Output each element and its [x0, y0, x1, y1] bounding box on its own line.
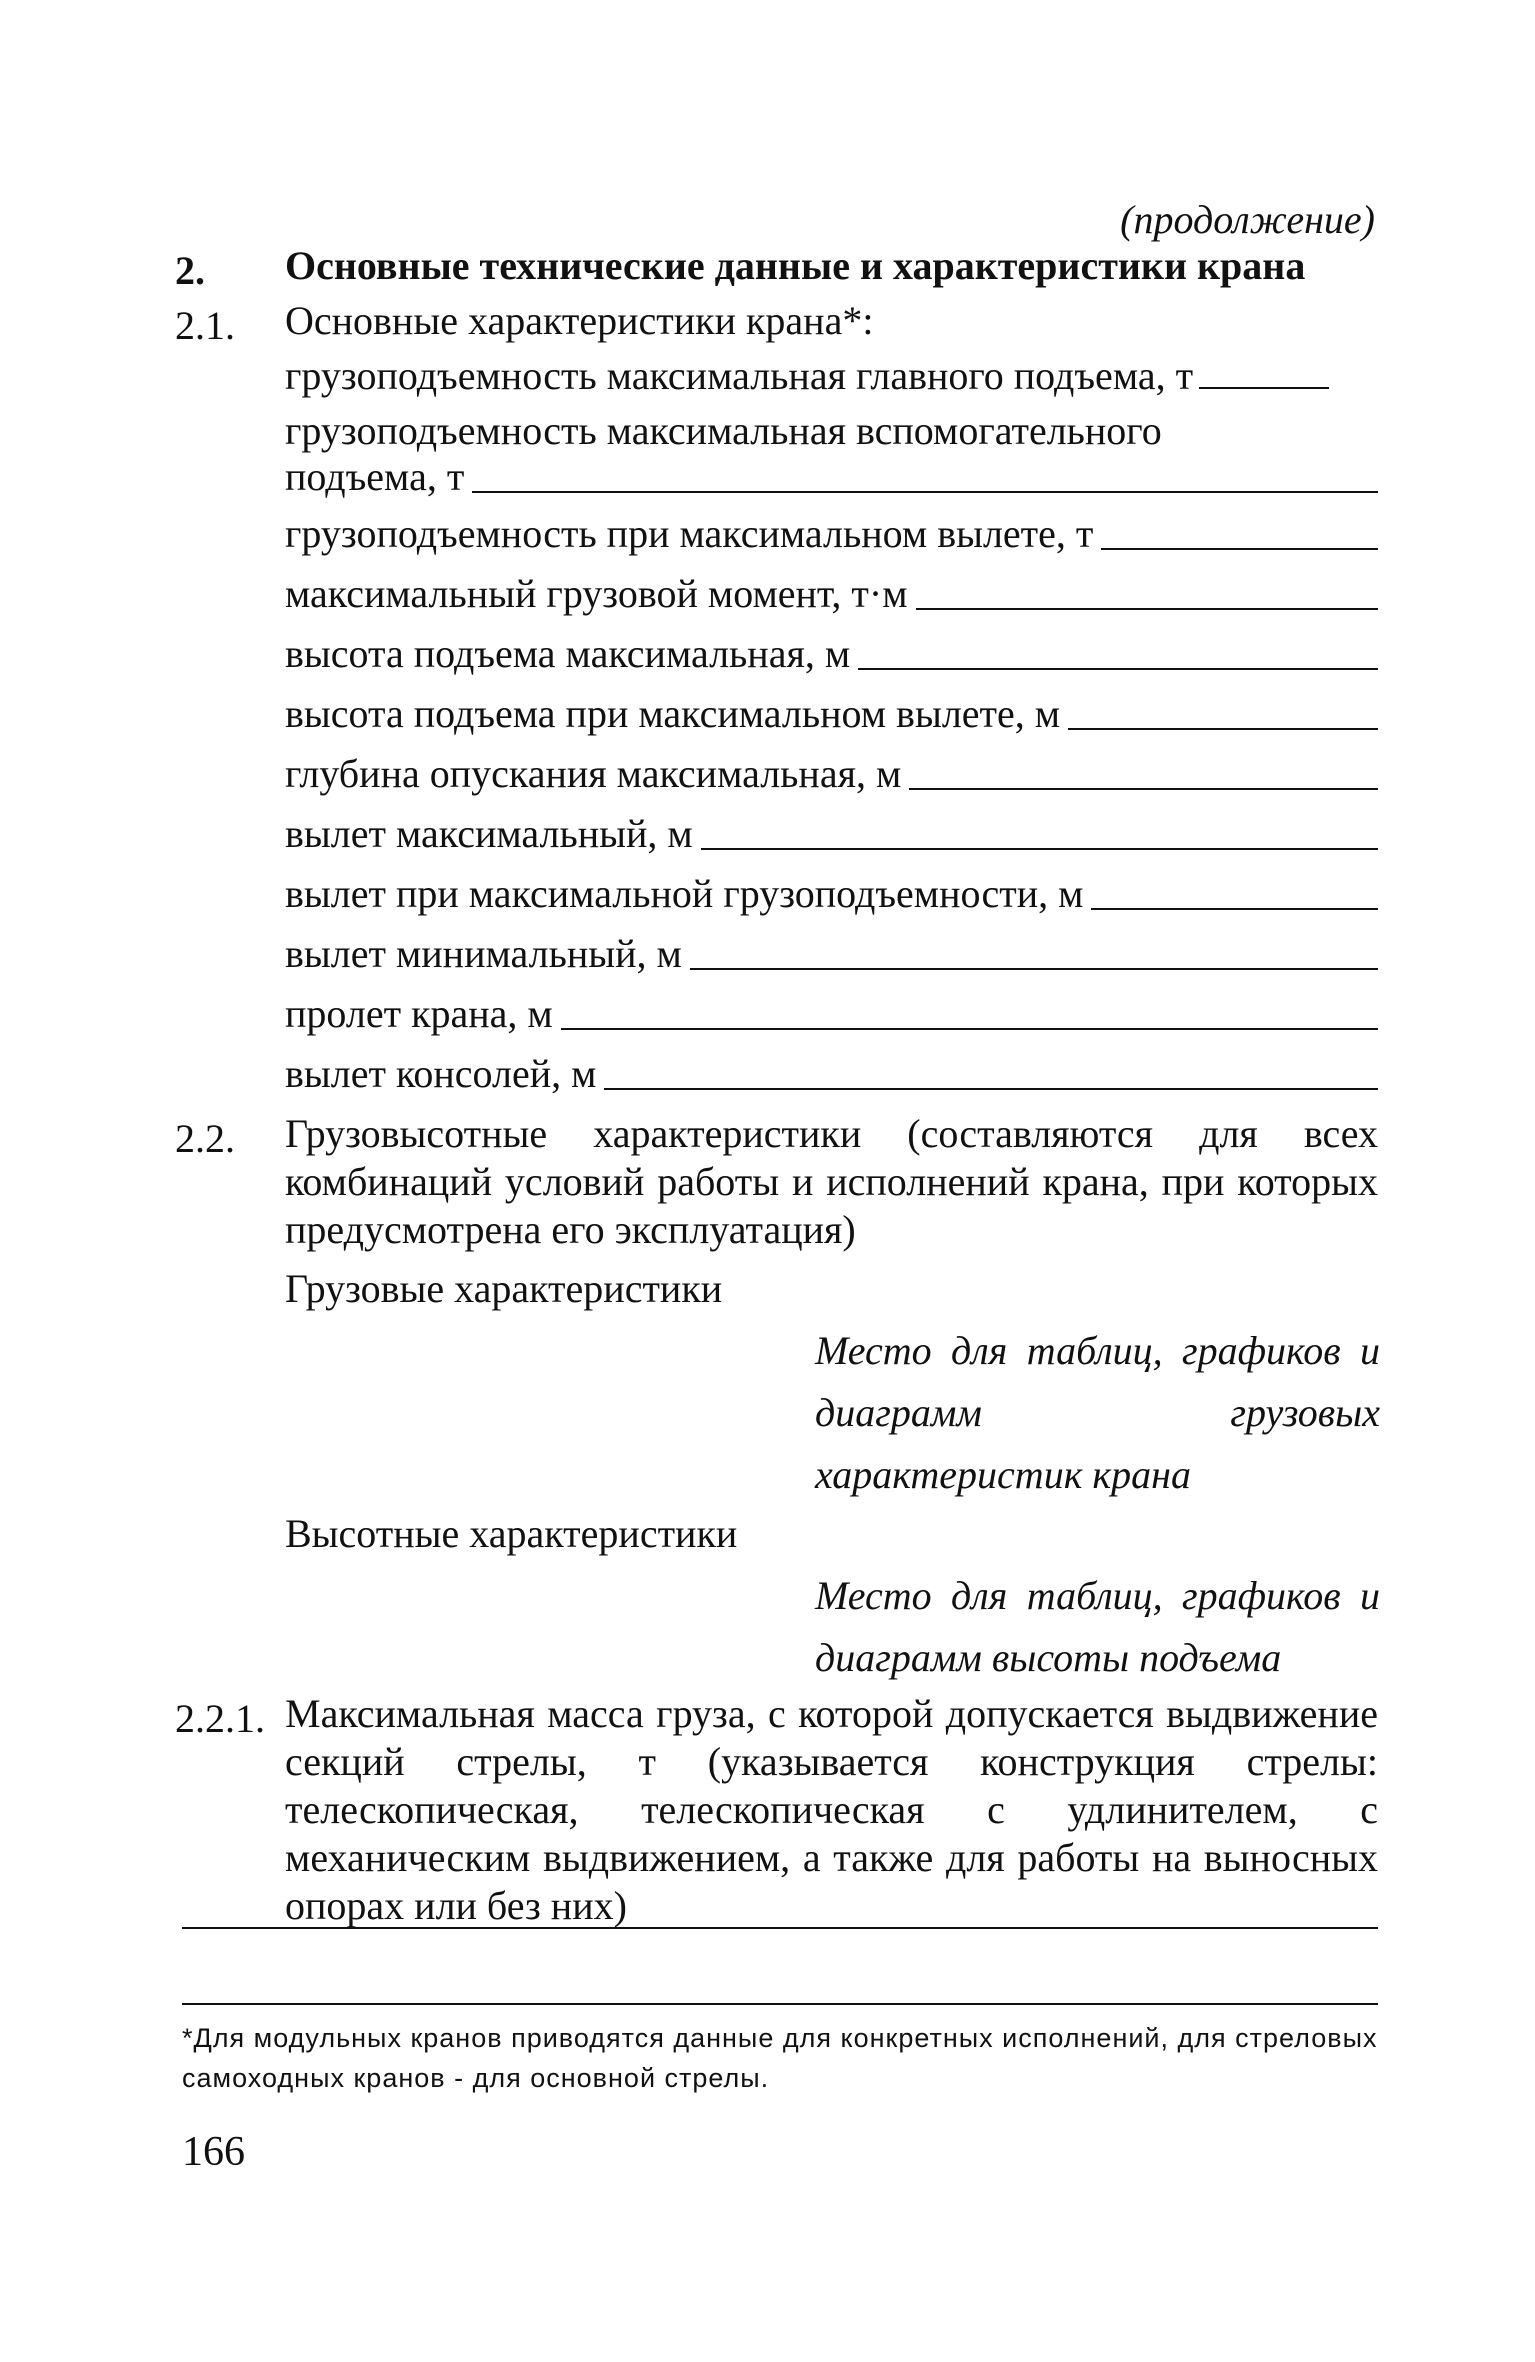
field-max-lowering-depth[interactable]: глубина опускания максимальная, м [285, 750, 1378, 798]
field-console-reach[interactable]: вылет консолей, м [285, 1050, 1378, 1098]
section-2-2-number: 2.2. [175, 1116, 235, 1161]
section-2-1-title: Основные характеристики крана*: [285, 298, 874, 343]
blank-line[interactable] [472, 491, 1378, 493]
answer-line[interactable] [182, 1927, 1378, 1929]
height-characteristics-heading: Высотные характеристики [285, 1511, 738, 1556]
field-max-load-moment[interactable]: максимальный грузовой момент, т·м [285, 570, 1378, 618]
field-lift-height-max-reach[interactable]: высота подъема при максимальном вылете, м [285, 690, 1378, 738]
field-max-reach[interactable]: вылет максимальный, м [285, 810, 1378, 858]
blank-line[interactable] [690, 968, 1378, 970]
blank-line[interactable] [701, 848, 1378, 850]
cargo-characteristics-heading: Грузовые характеристики [285, 1266, 723, 1311]
blank-line[interactable] [1068, 728, 1378, 730]
field-aux-lift-capacity[interactable]: подъема, т [285, 453, 1378, 501]
aux-lift-capacity-line: грузоподъемность максимальная вспомогательного [285, 408, 1162, 453]
blank-line[interactable] [858, 668, 1378, 670]
blank-line[interactable] [1091, 908, 1378, 910]
section-2-2-1-number: 2.2.1. [175, 1696, 265, 1741]
footnote: *Для модульных кранов приводятся данные для конкретных исполнений, для стреловых самоходных кранов - для основной стрелы. [182, 2023, 1378, 2093]
blank-line[interactable] [604, 1088, 1378, 1090]
field-crane-span[interactable]: пролет крана, м [285, 990, 1378, 1038]
field-min-reach[interactable]: вылет минимальный, м [285, 930, 1378, 978]
main-lift-capacity-label: грузоподъемность максимальная главного подъема, т [285, 353, 1194, 398]
section-2-2-text: Грузовысотные характеристики (составляются для всех комбинаций условий работы и исполнений крана, при которых предусмотрена его эксплуатация) [285, 1111, 1378, 1252]
height-characteristics-placeholder: Место для таблиц, графиков и диаграмм высоты подъема [815, 1573, 1380, 1680]
cargo-characteristics-placeholder: Место для таблиц, графиков и диаграмм грузовых характеристик крана [815, 1328, 1380, 1497]
continuation-label: (продолжение) [1120, 197, 1375, 242]
section-2-title: Основные технические данные и характеристики крана [285, 243, 1306, 288]
section-2-number: 2. [175, 248, 205, 293]
section-2-1-number: 2.1. [175, 303, 235, 348]
footnote-divider [182, 2003, 1378, 2005]
field-capacity-max-reach[interactable]: грузоподъемность при максимальном вылете, т [285, 510, 1378, 558]
field-reach-max-capacity[interactable]: вылет при максимальной грузоподъемности, м [285, 870, 1378, 918]
field-max-lift-height[interactable]: высота подъема максимальная, м [285, 630, 1378, 678]
blank-line[interactable] [561, 1028, 1378, 1030]
blank-line[interactable] [1101, 548, 1378, 550]
main-lift-capacity-field[interactable] [1199, 385, 1329, 389]
blank-line[interactable] [916, 608, 1379, 610]
section-2-2-1-text: Максимальная масса груза, с которой допускается выдвижение секций стрелы, т (указывается конструкция стрелы: телескопическая, телескопическая с удлинителем, с механическим выдвижением, а также для работы на выносных опорах или без них) [285, 1691, 1378, 1928]
blank-line[interactable] [909, 788, 1378, 790]
main-lift-capacity-line [285, 352, 1329, 400]
page-number: 166 [182, 2129, 245, 2175]
